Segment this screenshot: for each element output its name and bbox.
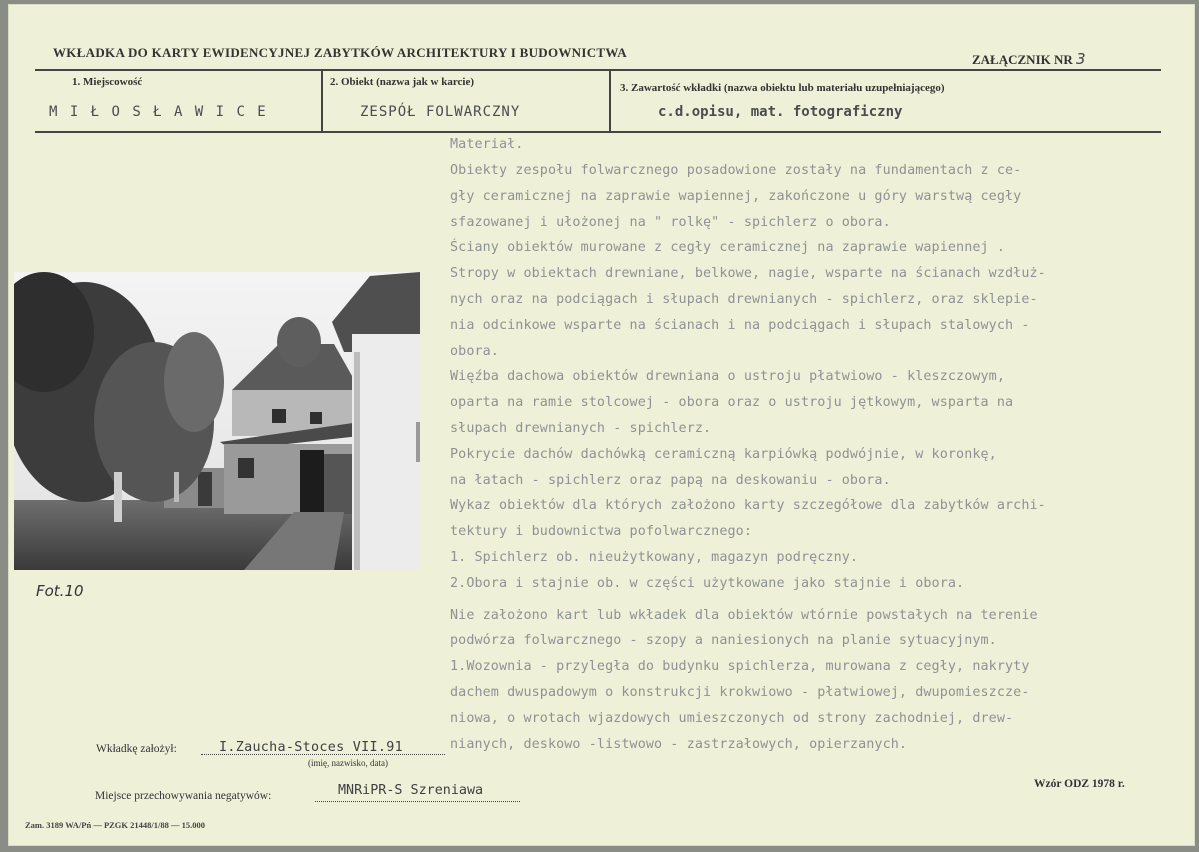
description-line: na łatach - spichlerz oraz papą na deskowaniu - obora.	[450, 472, 891, 488]
body-heading: Materiał.	[450, 137, 524, 152]
attachment-label: ZAŁĄCZNIK NR	[972, 52, 1073, 67]
description-line: Stropy w obiektach drewniane, belkowe, nagie, wsparte na ścianach wzdłuż-	[450, 266, 1046, 282]
negatives-label: Miejsce przechowywania negatywów:	[95, 790, 272, 802]
description-line: Ściany obiektów murowane z cegły ceramicznej na zaprawie wapiennej .	[450, 240, 1006, 256]
description-line: dachem dwuspadowym o konstrukcji krokwiowo - płatwiowej, dwupomieszcze-	[450, 685, 1030, 700]
description-line: 1. Spichlerz ob. nieużytkowany, magazyn podręczny.	[450, 550, 859, 565]
description-line: Pokrycie dachów dachówką ceramiczną karpiówką podwójnie, w koronkę,	[450, 446, 997, 462]
photo-image	[14, 272, 420, 570]
photo-caption: Fot.10	[36, 582, 84, 600]
description-line: Więźba dachowa obiektów drewniana o ustroju płatwiowo - kleszczowym,	[450, 369, 1006, 385]
negatives-underline	[315, 801, 520, 802]
header-rule-top	[35, 69, 1161, 71]
description-line: nianych, deskowo -listwowo - zastrzałowych, opierzanych.	[450, 736, 908, 752]
description-line: Obiekty zespołu folwarcznego posadowione zostały na fundamentach z ce-	[450, 163, 1022, 178]
description-line: oparta na ramie stolcowej - obora oraz o ustroju jętkowym, wsparta na	[450, 395, 1014, 411]
content-value: c.d.opisu, mat. fotograficzny	[658, 104, 903, 120]
content-label: 3. Zawartość wkładki (nazwa obiektu lub materiału uzupełniającego)	[620, 82, 945, 94]
attachment-number	[972, 50, 1086, 68]
description-line: nia odcinkowe wsparte na ścianach i na podciągach i słupach stalowych -	[450, 317, 1030, 333]
object-label: 2. Obiekt (nazwa jak w karcie)	[330, 76, 475, 88]
description-line: nych oraz na podciągach i słupach drewnianych - spichlerz, oraz sklepie-	[450, 292, 1038, 307]
author-label: Wkładkę założył:	[96, 743, 177, 755]
description-line: gły ceramicznej na zaprawie wapiennej, zakończone u góry warstwą cegły	[450, 188, 1022, 204]
description-line: niowa, o wrotach wjazdowych umieszczonych od strony zachodniej, drew-	[450, 710, 1014, 726]
header-rule-bottom	[35, 131, 1161, 133]
description-line: Nie założono kart lub wkładek dla obiektów wtórnie powstałych na terenie	[450, 607, 1038, 623]
description-line: obora.	[450, 343, 499, 359]
attachment-number-value: 3	[1076, 50, 1086, 68]
description-line: podwórza folwarcznego - szopy a naniesionych na planie sytuacyjnym.	[450, 633, 997, 649]
description-line: Wykaz obiektów dla których założono karty szczegółowe dla zabytków archi-	[450, 498, 1046, 514]
description-line: tektury i budownictwa pofolwarcznego:	[450, 524, 752, 540]
negatives-value: MNRiPR-S Szreniawa	[338, 783, 484, 798]
document-title: WKŁADKA DO KARTY EWIDENCYJNEJ ZABYTKÓW ARCHITEKTURY I BUDOWNICTWA	[53, 45, 627, 60]
author-hint: (imię, nazwisko, data)	[308, 758, 388, 768]
description-line: sfazowanej i ułożonej na " rolkę" - spichlerz o obora.	[450, 214, 891, 230]
author-value: I.Zaucha-Stoces VII.91	[219, 740, 403, 755]
locality-value: MIŁOSŁAWICE	[49, 104, 279, 120]
field-divider-1	[321, 71, 323, 131]
object-value: ZESPÓŁ FOLWARCZNY	[360, 104, 521, 120]
building-photo	[14, 272, 420, 570]
description-line: 2.Obora i stajnie ob. w części użytkowane jako stajnie i obora.	[450, 575, 965, 591]
print-info: Zam. 3189 WA/Pń — PZGK 21448/1/88 — 15.000	[25, 820, 206, 830]
description-line: słupach drewnianych - spichlerz.	[450, 421, 712, 436]
form-pattern: Wzór ODZ 1978 r.	[1034, 778, 1125, 790]
locality-label: 1. Miejscowość	[72, 76, 143, 88]
description-line: 1.Wozownia - przyległa do budynku spichlerza, murowana z cegły, nakryty	[450, 659, 1030, 675]
field-divider-2	[609, 71, 611, 131]
